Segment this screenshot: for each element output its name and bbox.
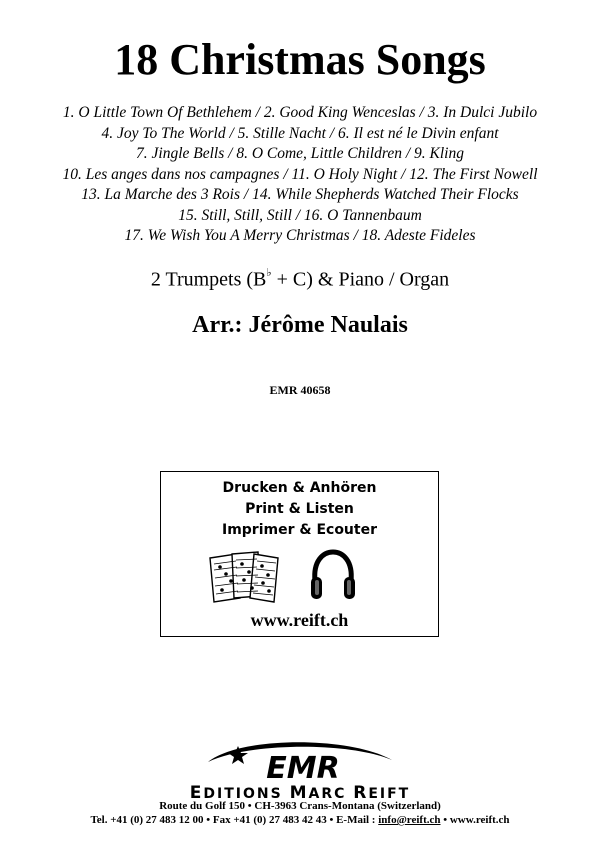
brand-letter: R bbox=[353, 783, 369, 803]
box-line-de: Drucken & Anhören bbox=[222, 480, 377, 496]
box-url: www.reift.ch bbox=[250, 610, 349, 630]
arranger: Arr.: Jérôme Naulais bbox=[192, 312, 408, 338]
instrumentation-prefix: 2 Trumpets (B bbox=[150, 268, 267, 291]
box-line-fr: Imprimer & Ecouter bbox=[221, 522, 377, 538]
publisher-contact bbox=[0, 814, 600, 826]
headphones-icon bbox=[309, 549, 357, 603]
song-list bbox=[0, 103, 600, 247]
song-list-line: 4. Joy To The World / 5. Stille Nacht / 6. Il est né le Divin enfant bbox=[101, 124, 499, 142]
catalog-number: EMR 40658 bbox=[269, 383, 331, 397]
song-list-line: 7. Jingle Bells / 8. O Come, Little Children / 9. Kling bbox=[136, 145, 464, 162]
brand-part: DITIONS bbox=[203, 786, 290, 802]
flat-sign: ♭ bbox=[266, 267, 272, 279]
instrumentation-suffix: + C) & Piano / Organ bbox=[271, 268, 450, 291]
email-link[interactable]: info@reift.ch bbox=[378, 814, 441, 826]
sheet-music-icon bbox=[206, 548, 284, 604]
instrumentation bbox=[0, 268, 600, 292]
logo-text: EMR bbox=[266, 751, 340, 784]
song-list-line: 10. Les anges dans nos campagnes / 11. O Holy Night / 12. The First Nowell bbox=[62, 165, 538, 183]
song-list-line: 13. La Marche des 3 Rois / 14. While Shepherds Watched Their Flocks bbox=[81, 186, 519, 203]
song-list-line: 15. Still, Still, Still / 16. O Tannenbaum bbox=[178, 206, 422, 224]
contact-prefix: Tel. +41 (0) 27 483 12 00 • Fax +41 (0) 27 483 42 43 • E-Mail : bbox=[90, 814, 379, 826]
download-info-box bbox=[160, 471, 439, 637]
song-list-line: 17. We Wish You A Merry Christmas / 18. Adeste Fideles bbox=[124, 227, 476, 244]
publisher-address: Route du Golf 150 • CH-3963 Crans-Montana (Switzerland) bbox=[159, 800, 441, 812]
contact-suffix: • www.reift.ch bbox=[440, 814, 510, 826]
brand-letter: E bbox=[189, 783, 204, 803]
box-line-en: Print & Listen bbox=[245, 501, 354, 517]
brand-letter: M bbox=[289, 783, 309, 803]
song-list-line: 1. O Little Town Of Bethlehem / 2. Good King Wenceslas / 3. In Dulci Jubilo bbox=[62, 104, 538, 121]
brand-part: ARC bbox=[308, 786, 354, 802]
emr-logo-icon bbox=[200, 738, 400, 784]
brand-part: EIFT bbox=[368, 786, 411, 802]
page-title: 18 Christmas Songs bbox=[114, 35, 486, 84]
